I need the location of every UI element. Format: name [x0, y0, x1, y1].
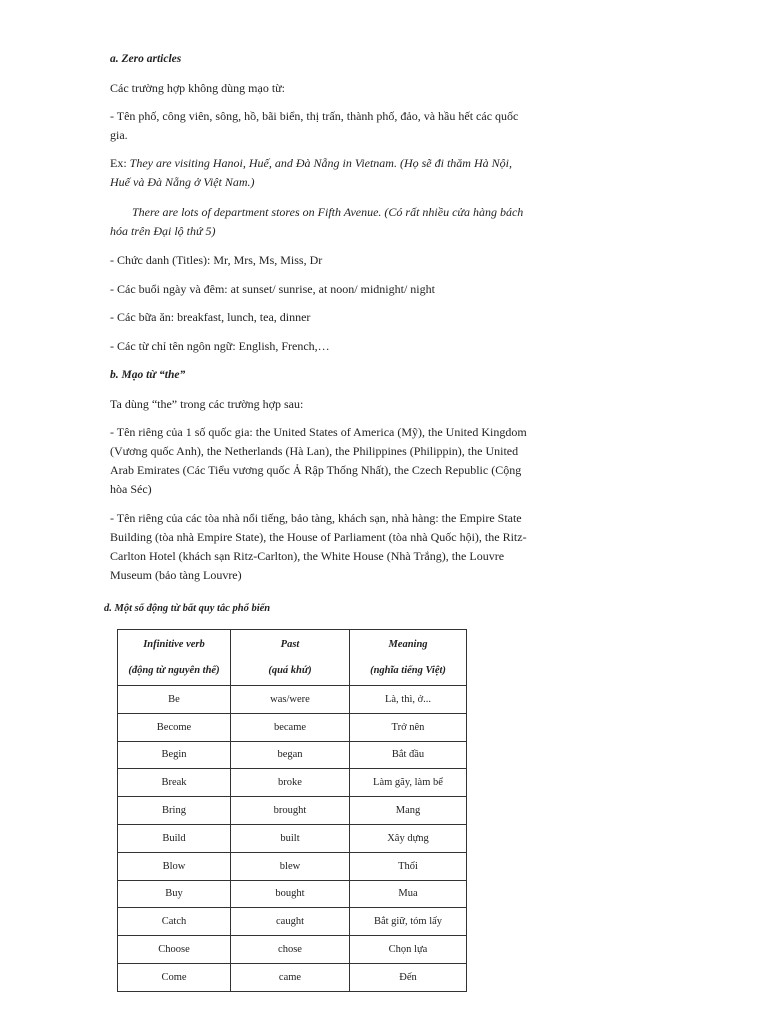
section-a-item-5: - Các từ chỉ tên ngôn ngữ: English, French,… [110, 339, 330, 353]
infinitive-cell: Bring [118, 797, 231, 825]
section-b-intro: Ta dùng “the” trong các trường hợp sau: [110, 397, 304, 411]
section-a-example-2: There are lots of department stores on Fifth Avenue. (Có rất nhiều cửa hàng bách hóa trên Đại lộ thứ 5) [110, 205, 524, 238]
past-cell: became [231, 713, 350, 741]
header-infinitive [118, 630, 231, 686]
infinitive-cell: Blow [118, 852, 231, 880]
past-cell: broke [231, 769, 350, 797]
example-1-text: They are visiting Hanoi, Huế, and Đà Nẵng in Vietnam. (Họ sẽ đi thăm Hà Nội, Huế và Đà Nẵng ở Việt Nam.) [110, 156, 512, 189]
header-past-line1: Past [280, 638, 300, 650]
table-row [118, 936, 467, 964]
header-meaning-line1: Meaning [388, 638, 428, 650]
past-cell: chose [231, 936, 350, 964]
table-row [118, 741, 467, 769]
meaning-cell: Bắt đầu [350, 741, 467, 769]
infinitive-cell: Choose [118, 936, 231, 964]
section-b-heading: b. Mạo từ “the” [110, 369, 186, 381]
past-cell: was/were [231, 686, 350, 714]
table-header-row [118, 630, 467, 686]
irregular-verbs-table [117, 629, 467, 992]
meaning-cell: Xây dựng [350, 824, 467, 852]
header-past [231, 630, 350, 686]
table-row [118, 713, 467, 741]
table-row [118, 963, 467, 991]
meaning-cell: Mang [350, 797, 467, 825]
infinitive-cell: Come [118, 963, 231, 991]
section-a-item-3: - Các buổi ngày và đêm: at sunset/ sunrise, at noon/ midnight/ night [110, 282, 435, 296]
meaning-cell: Bắt giữ, tóm lấy [350, 908, 467, 936]
past-cell: caught [231, 908, 350, 936]
past-cell: bought [231, 880, 350, 908]
example-prefix: Ex: [110, 156, 130, 170]
table-row [118, 824, 467, 852]
past-cell: blew [231, 852, 350, 880]
meaning-cell: Đến [350, 963, 467, 991]
table-row [118, 797, 467, 825]
meaning-cell: Chọn lựa [350, 936, 467, 964]
past-cell: came [231, 963, 350, 991]
section-a-heading: a. Zero articles [110, 53, 182, 65]
table-row [118, 769, 467, 797]
meaning-cell: Mua [350, 880, 467, 908]
section-b-item-1: - Tên riêng của 1 số quốc gia: the United States of America (Mỹ), the United Kingdom (Vương quốc Anh), the Netherlands (Hà Lan), the Philippines (Philippin), the United Arab Emirates (Các Tiểu vương quốc Ả Rập Thống Nhất), the Czech Republic (Cộng hòa Séc) [110, 425, 527, 496]
meaning-cell: Thổi [350, 852, 467, 880]
past-cell: built [231, 824, 350, 852]
section-d-heading: d. Một số động từ bất quy tắc phổ biến [104, 603, 271, 614]
infinitive-cell: Build [118, 824, 231, 852]
section-a-item-1: - Tên phố, công viên, sông, hồ, bãi biển, thị trấn, thành phố, đảo, và hầu hết các quốc gia. [110, 109, 519, 142]
meaning-cell: Là, thì, ở... [350, 686, 467, 714]
header-meaning-line2: (nghĩa tiếng Việt) [370, 664, 446, 676]
infinitive-cell: Break [118, 769, 231, 797]
table-row [118, 686, 467, 714]
header-past-line2: (quá khứ) [268, 664, 312, 676]
section-b-item-2: - Tên riêng của các tòa nhà nổi tiếng, bảo tàng, khách sạn, nhà hàng: the Empire State Building (tòa nhà Empire State), the House of Parliament (tòa nhà Quốc hội), the Ritz-Carlton Hotel (khách sạn Ritz-Carlton), the White House (Nhà Trắng), the Louvre Museum (bảo tàng Louvre) [110, 511, 527, 582]
infinitive-cell: Be [118, 686, 231, 714]
meaning-cell: Trở nên [350, 713, 467, 741]
header-infinitive-line1: Infinitive verb [143, 638, 205, 650]
table-row [118, 908, 467, 936]
past-cell: brought [231, 797, 350, 825]
header-meaning [350, 630, 467, 686]
infinitive-cell: Buy [118, 880, 231, 908]
header-infinitive-line2: (động từ nguyên thể) [128, 664, 220, 676]
section-a-item-4: - Các bữa ăn: breakfast, lunch, tea, dinner [110, 310, 311, 324]
infinitive-cell: Catch [118, 908, 231, 936]
meaning-cell: Làm gãy, làm bể [350, 769, 467, 797]
past-cell: began [231, 741, 350, 769]
table-row [118, 852, 467, 880]
section-a-item-2: - Chức danh (Titles): Mr, Mrs, Ms, Miss, Dr [110, 253, 323, 267]
section-a-example-1 [110, 154, 530, 192]
section-a-intro: Các trường hợp không dùng mạo từ: [110, 81, 286, 95]
infinitive-cell: Begin [118, 741, 231, 769]
infinitive-cell: Become [118, 713, 231, 741]
table-row [118, 880, 467, 908]
